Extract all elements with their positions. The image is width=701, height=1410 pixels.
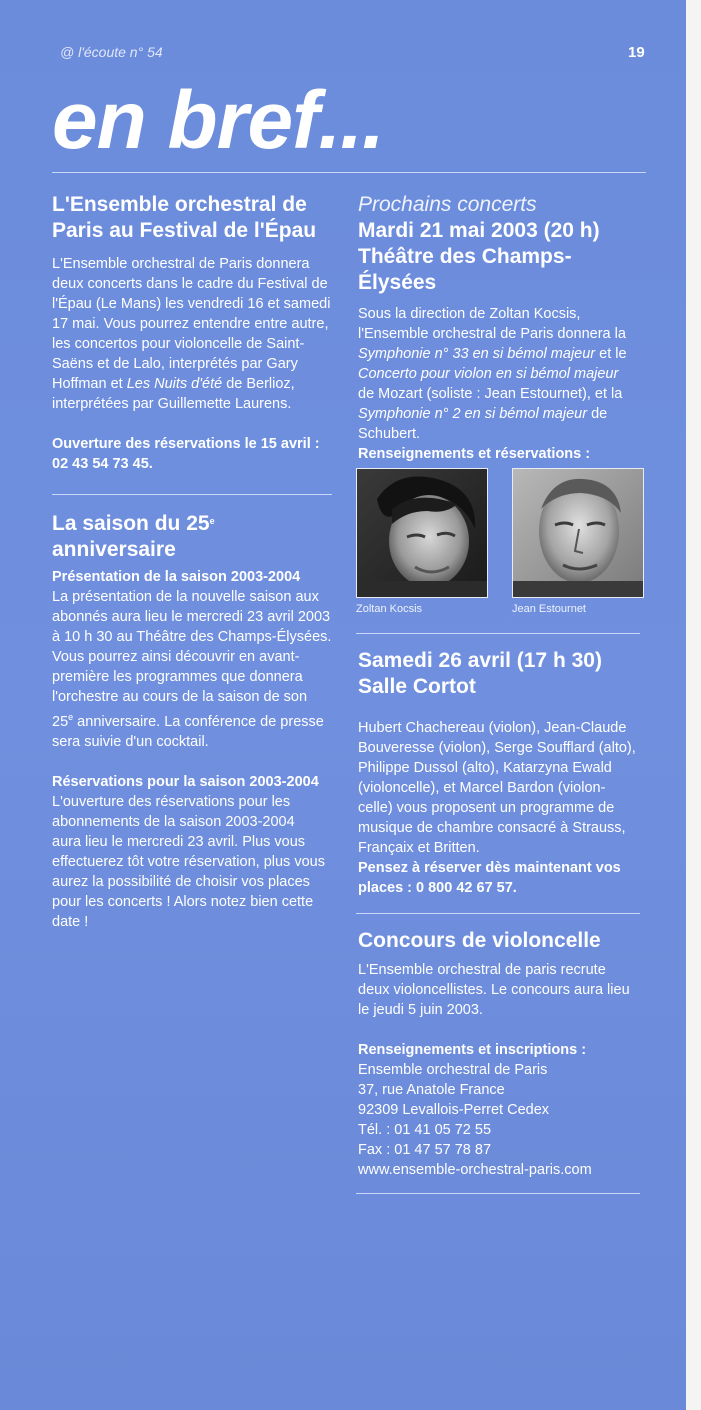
photo-caption: Jean Estournet <box>512 603 586 615</box>
body-line: deux concerts dans le cadre du Festival de <box>52 276 328 292</box>
body-line: Saëns et de Lalo, interprétés par Gary <box>52 356 298 372</box>
body-line: celle) vous proposent un programme de <box>358 800 615 816</box>
body-line: Hubert Chachereau (violon), Jean-Claude <box>358 720 627 736</box>
body-line: Philippe Dussol (alto), Katarzyna Ewald <box>358 760 612 776</box>
address-line: Ensemble orchestral de Paris <box>358 1062 548 1078</box>
body-line: deux violoncellistes. Le concours aura lieu <box>358 982 630 998</box>
section-divider <box>356 633 640 634</box>
reservation-phone: places : 0 800 42 67 57. <box>358 880 517 896</box>
body-line: l'Ensemble orchestral de Paris donnera la <box>358 326 626 342</box>
work-title: Les Nuits d'été <box>126 376 223 392</box>
work-title: Symphonie n° 33 en si bémol majeur <box>358 346 596 362</box>
body-line: pour les concerts ! Alors notez bien cette <box>52 894 314 910</box>
body-line: Bouveresse (violon), Serge Soufflard (alto), <box>358 740 636 756</box>
article-concours-violoncelle <box>358 928 653 1180</box>
subheading: Présentation de la saison 2003-2004 <box>52 569 301 585</box>
body-line: première les programmes que donnera <box>52 669 303 685</box>
body-line: Françaix et Britten. <box>358 840 480 856</box>
article-title: Concours de violoncelle <box>358 929 601 952</box>
body-line <box>52 707 342 732</box>
body-sup: e <box>68 712 74 722</box>
photo-zoltan-kocsis <box>356 468 488 598</box>
body-line: 17 mai. Vous pourrez entendre entre autre, <box>52 316 329 332</box>
work-title: Concerto pour violon en si bémol majeur <box>358 366 619 382</box>
body-line: Schubert. <box>358 426 421 442</box>
body-text: de Berlioz, <box>222 376 295 392</box>
reservation-line: Ouverture des réservations le 15 avril : <box>52 436 320 452</box>
section-divider <box>356 913 640 914</box>
body-line: aurez la possibilité de choisir vos places <box>52 874 310 890</box>
concert-venue: Théâtre des Champs-Élysées <box>358 245 572 294</box>
fax-line: Fax : 01 47 57 78 87 <box>358 1142 492 1158</box>
article-title <box>52 508 342 563</box>
body-line: abonnements de la saison 2003-2004 <box>52 814 295 830</box>
body-line: le jeudi 5 juin 2003. <box>358 1002 483 1018</box>
page-margin <box>686 0 701 1410</box>
body-text: de <box>587 406 608 422</box>
page-title: en bref... <box>52 75 384 166</box>
address-line: 37, rue Anatole France <box>358 1082 505 1098</box>
article-saison-anniversaire <box>52 508 342 932</box>
reservation-line: Renseignements et réservations : <box>358 446 591 462</box>
body-line: L'Ensemble orchestral de Paris donnera <box>52 256 310 272</box>
portrait-image <box>357 469 487 597</box>
website-link[interactable]: www.ensemble-orchestral-paris.com <box>358 1162 592 1178</box>
title-divider <box>52 172 646 173</box>
article-title-line: Paris au Festival de l'Épau <box>52 219 317 242</box>
photo-caption: Zoltan Kocsis <box>356 603 423 615</box>
body-line: l'Épau (Le Mans) les vendredi 16 et samedi <box>52 296 331 312</box>
issue-label: @ l'écoute n° 54 <box>60 44 163 60</box>
body-line: abonnés aura lieu le mercredi 23 avril 2003 <box>52 609 331 625</box>
body-line: l'orchestre au cours de la saison de son <box>52 689 308 705</box>
body-line <box>52 374 342 394</box>
title-sup: e <box>209 516 215 526</box>
title-text: La saison du 25 <box>52 512 210 535</box>
reservation-line: Pensez à réserver dès maintenant vos <box>358 860 621 876</box>
page-number: 19 <box>628 44 645 61</box>
body-line: effectuerez tôt votre réservation, plus vous <box>52 854 325 870</box>
body-line: les concertos pour violoncelle de Saint- <box>52 336 305 352</box>
body-line <box>358 344 648 364</box>
address-line: 92309 Levallois-Perret Cedex <box>358 1102 550 1118</box>
work-title: Symphonie n° 2 en si bémol majeur <box>358 406 588 422</box>
body-line: sera suivie d'un cocktail. <box>52 734 209 750</box>
photo-jean-estournet <box>512 468 644 598</box>
body-line: La présentation de la nouvelle saison aux <box>52 589 319 605</box>
body-line: Vous pourrez ainsi découvrir en avant- <box>52 649 300 665</box>
body-text: et le <box>595 346 627 362</box>
body-line: date ! <box>52 914 89 930</box>
body-line: musique de chambre consacré à Strauss, <box>358 820 626 836</box>
body-text: anniversaire. La conférence de presse <box>73 714 324 730</box>
article-festival-epau <box>52 192 342 474</box>
body-text: Hoffman et <box>52 376 127 392</box>
body-line: Sous la direction de Zoltan Kocsis, <box>358 306 581 322</box>
article-title-line: L'Ensemble orchestral de <box>52 193 307 216</box>
section-kicker: Prochains concerts <box>358 193 537 216</box>
body-line: L'ouverture des réservations pour les <box>52 794 291 810</box>
body-line: L'Ensemble orchestral de paris recrute <box>358 962 606 978</box>
body-line: (violoncelle), et Marcel Bardon (violon- <box>358 780 606 796</box>
subheading: Réservations pour la saison 2003-2004 <box>52 774 319 790</box>
article-prochains-concerts <box>358 192 648 484</box>
reservation-phone: 02 43 54 73 45. <box>52 456 153 472</box>
body-line <box>358 404 648 424</box>
phone-line: Tél. : 01 41 05 72 55 <box>358 1122 492 1138</box>
info-heading: Renseignements et inscriptions : <box>358 1042 587 1058</box>
body-line: de Mozart (soliste : Jean Estournet), et la <box>358 386 623 402</box>
concert-venue: Salle Cortot <box>358 675 476 698</box>
body-line: aura lieu le mercredi 23 avril. Plus vous <box>52 834 306 850</box>
title-text: anniversaire <box>52 538 176 561</box>
body-line: interprétées par Guillemette Laurens. <box>52 396 292 412</box>
concert-date: Mardi 21 mai 2003 (20 h) <box>358 219 600 242</box>
section-divider <box>356 1193 640 1194</box>
body-text: 25 <box>52 714 69 730</box>
portrait-image <box>513 469 643 597</box>
section-divider <box>52 494 332 495</box>
article-salle-cortot <box>358 648 653 898</box>
concert-date: Samedi 26 avril (17 h 30) <box>358 649 602 672</box>
body-line: à 10 h 30 au Théâtre des Champs-Élysées. <box>52 629 332 645</box>
